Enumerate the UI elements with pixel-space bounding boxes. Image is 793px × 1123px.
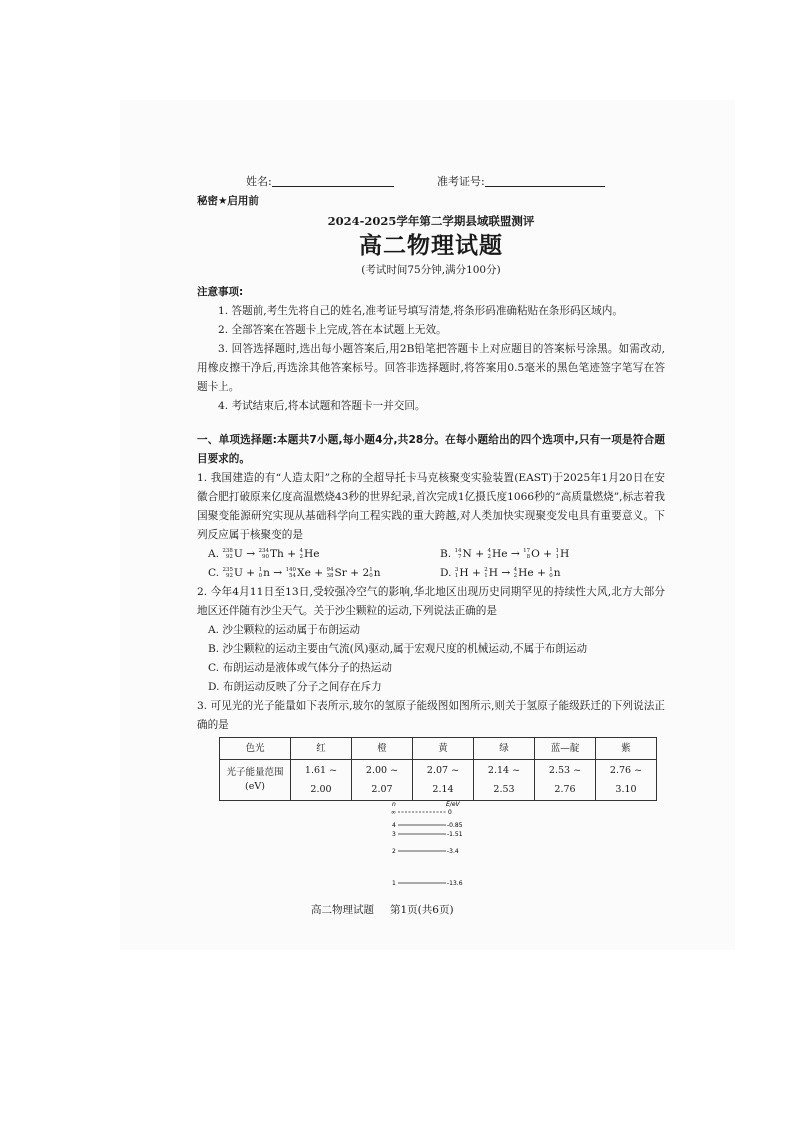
level-energy-label: -1.51	[447, 831, 463, 838]
question-2-option-a: A. 沙尘颗粒的运动属于布朗运动	[208, 624, 361, 636]
question-3-stem: 3. 可见光的光子能量如下表所示,玻尔的氢原子能级图如图所示,则关于氢原子能级跃迁的下列说法正确的是	[197, 700, 665, 731]
notice-item: 4. 考试结束后,将本试题和答题卡一并交回。	[218, 400, 426, 412]
photon-energy-table	[219, 737, 657, 801]
secret-mark: 秘密★启用前	[197, 195, 259, 207]
notice-heading: 注意事项:	[197, 286, 244, 298]
table-cell: 2.53 ~ 2.76	[535, 760, 596, 801]
table-cell: 2.07 ~ 2.14	[413, 760, 474, 801]
option-b: B. 14 7 N + 4 2 He → 17 8 O + 1 1 H	[440, 548, 570, 560]
footer-title: 高二物理试题	[311, 904, 374, 916]
table-header-cell: 绿	[474, 738, 535, 760]
ticket-blank	[485, 186, 605, 187]
table-row	[220, 760, 657, 801]
option-d: D. 3 1 H + 2 1 H → 4 2 He + 1 0 n	[440, 567, 561, 579]
table-cell: 2.76 ~ 3.10	[596, 760, 657, 801]
table-cell: 2.00 ~ 2.07	[352, 760, 413, 801]
table-header-cell: 色光	[220, 738, 291, 760]
level-n-label: 1	[392, 880, 396, 887]
table-cell: 2.14 ~ 2.53	[474, 760, 535, 801]
table-header-cell: 黄	[413, 738, 474, 760]
exam-page	[197, 172, 665, 801]
hydrogen-energy-level-diagram	[384, 800, 474, 895]
energy-axis-label: E/eV	[446, 801, 460, 808]
question-1-stem: 1. 我国建造的有“人造太阳”之称的全超导托卡马克核聚变实验装置(EAST)于2025年1月20日在安徽合肥打破原来亿度高温燃烧43秒的世界纪录,首次完成1亿摄氏度1066秒的“高质量燃烧”,标志着我国聚变能源研究实现从基础科学向工程实践的重大跨越,对人类加快实现聚变发电具有重要意义。下列反应属于核聚变的是	[197, 472, 665, 541]
table-header-row	[220, 738, 657, 760]
level-energy-label: -13.6	[447, 880, 463, 887]
table-header-cell: 橙	[352, 738, 413, 760]
level-n-label: 3	[392, 831, 396, 838]
table-header-cell: 蓝—靛	[535, 738, 596, 760]
n-axis-label: n	[392, 801, 396, 808]
level-n-label: 2	[392, 848, 396, 855]
level-n-label: 4	[392, 822, 396, 829]
question-1-options-row2	[197, 564, 665, 583]
notice-item: 1. 答题前,考生先将自己的姓名,准考证号填写清楚,将条形码准确粘贴在条形码区域内。	[218, 305, 623, 317]
option-a: A. 238 92 U → 234 90 Th + 4 2 He	[208, 548, 320, 560]
exam-title: 高二物理试题	[359, 232, 503, 259]
table-header-cell: 紫	[596, 738, 657, 760]
candidate-fields	[197, 172, 665, 192]
question-2-stem: 2. 今年4月11日至13日,受较强冷空气的影响,华北地区出现历史同期罕见的持续性大风,北方大部分地区还伴随有沙尘天气。关于沙尘颗粒的运动,下列说法正确的是	[197, 586, 665, 617]
exam-time: (考试时间75分钟,满分100分)	[361, 264, 501, 276]
ticket-field	[437, 172, 605, 191]
option-c: C. 235 92 U + 1 0 n → 140 54 Xe + 94 38 Sr + 2 1 0 n	[208, 567, 381, 579]
section-heading: 一、单项选择题:本题共7小题,每小题4分,共28分。在每小题给出的四个选项中,只有一项是符合题目要求的。	[197, 434, 665, 465]
name-label: 姓名:	[246, 175, 272, 188]
question-2-option-b: B. 沙尘颗粒的运动主要由气流(风)驱动,属于宏观尺度的机械运动,不属于布朗运动	[208, 643, 588, 655]
name-field	[246, 172, 394, 191]
table-cell: 1.61 ~ 2.00	[291, 760, 352, 801]
exam-subtitle: 2024-2025学年第二学期县域联盟测评	[327, 214, 535, 228]
level-n-label: ∞	[391, 809, 396, 816]
notice-item: 3. 回答选择题时,选出每小题答案后,用2B铅笔把答题卡上对应题目的答案标号涂黑。如需改动,用橡皮擦干净后,再选涂其他答案标号。回答非选择题时,将答案用0.5毫米的黑色笔迹签字笔写在答题卡上。	[197, 343, 665, 393]
level-energy-label: 0	[448, 809, 452, 816]
question-1-options-row1	[197, 545, 665, 564]
ticket-label: 准考证号:	[437, 175, 485, 188]
level-energy-label: -0.85	[447, 822, 463, 829]
page-footer	[311, 902, 470, 917]
table-header-cell: 红	[291, 738, 352, 760]
table-row-label: 光子能量范围 (eV)	[220, 760, 291, 801]
notice-item: 2. 全部答案在答题卡上完成,答在本试题上无效。	[218, 324, 447, 336]
question-2-option-c: C. 布朗运动是液体或气体分子的热运动	[208, 662, 392, 674]
level-energy-label: -3.4	[447, 848, 459, 855]
name-blank	[272, 186, 394, 187]
question-2-option-d: D. 布朗运动反映了分子之间存在斥力	[208, 681, 382, 693]
page-number: 第1页(共6页)	[390, 904, 454, 916]
